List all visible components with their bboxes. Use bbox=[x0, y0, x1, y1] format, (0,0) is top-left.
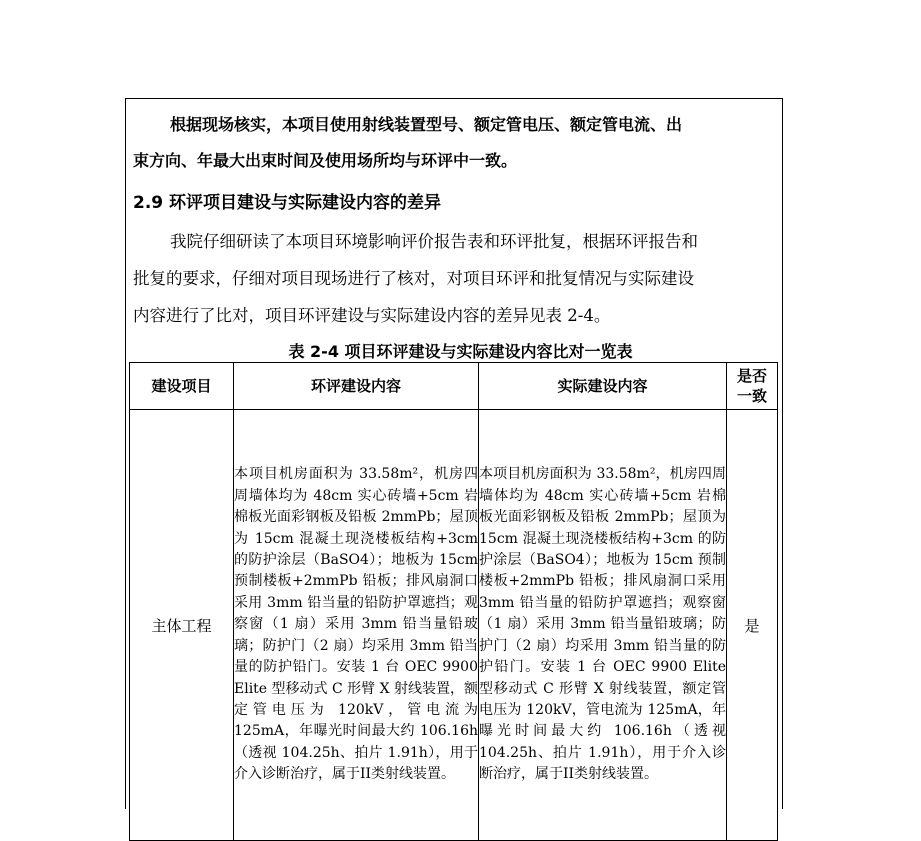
table-header-row bbox=[130, 363, 778, 410]
intro-line-2: 束方向、年最大出束时间及使用场所均与环评中一致。 bbox=[133, 151, 518, 170]
header-consistent-line-2: 一致 bbox=[736, 387, 767, 405]
section-paragraph-line-1: 我院仔细研读了本项目环境影响评价报告表和环评批复，根据环评报告和 bbox=[170, 232, 698, 251]
section-heading: 2.9 环评项目建设与实际建设内容的差异 bbox=[133, 193, 442, 213]
header-consistent bbox=[727, 363, 778, 410]
table-caption: 表 2-4 项目环评建设与实际建设内容比对一览表 bbox=[288, 342, 633, 361]
header-item: 建设项目 bbox=[130, 363, 234, 410]
section-paragraph-line-3: 内容进行了比对，项目环评建设与实际建设内容的差异见表 2-4。 bbox=[133, 306, 611, 325]
section-paragraph-line-2: 批复的要求，仔细对项目现场进行了核对，对项目环评和批复情况与实际建设 bbox=[133, 269, 694, 288]
header-eia-content: 环评建设内容 bbox=[234, 363, 479, 410]
comparison-table bbox=[129, 362, 778, 841]
cell-item: 主体工程 bbox=[130, 410, 234, 841]
table-row bbox=[130, 410, 778, 841]
header-consistent-line-1: 是否 bbox=[736, 367, 767, 385]
header-actual-content: 实际建设内容 bbox=[479, 363, 727, 410]
cell-eia-content: 本项目机房面积为 33.58m²，机房四周墙体均为 48cm 实心砖墙+5cm 岩棉板光面彩钢板及铅板 2mmPb；屋顶为 15cm 混凝土现浇楼板结构+3cm 的防护涂层（BaSO4）；地板为 15cm 预制楼板+2mmPb 铅板；排风扇洞口采用 3mm 铅当量的铅防护罩遮挡；观察窗（1 扇）采用 3mm 铅当量铅玻璃；防护门（2 扇）均采用 3mm 铅当量的防护铅门。安装 1 台 OEC 9900 Elite 型移动式 C 形臂 X 射线装置，额定管电压为 120kV，管电流为 125mA，年曝光时间最大约 106.16h（透视 104.25h、拍片 1.91h），用于介入诊断治疗，属于II类射线装置。 bbox=[234, 410, 479, 841]
cell-consistent: 是 bbox=[727, 410, 778, 841]
intro-line-1: 根据现场核实，本项目使用射线装置型号、额定管电压、额定管电流、出 bbox=[170, 115, 683, 134]
cell-actual-content: 本项目机房面积为 33.58m²，机房四周墙体均为 48cm 实心砖墙+5cm 岩棉板光面彩钢板及铅板 2mmPb；屋顶为 15cm 混凝土现浇楼板结构+3cm 的防护涂层（BaSO4）；地板为 15cm 预制楼板+2mmPb 铅板；排风扇洞口采用 3mm 铅当量的铅防护罩遮挡；观察窗（1 扇）采用 3mm 铅当量铅玻璃；防护门（2 扇）均采用 3mm 铅当量的防护铅门。安装 1 台 OEC 9900 Elite 型移动式 C 形臂 X 射线装置，额定管电压为 120kV，管电流为 125mA，年曝光时间最大约 106.16h（透视 104.25h、拍片 1.91h），用于介入诊断治疗，属于II类射线装置。 bbox=[479, 410, 727, 841]
